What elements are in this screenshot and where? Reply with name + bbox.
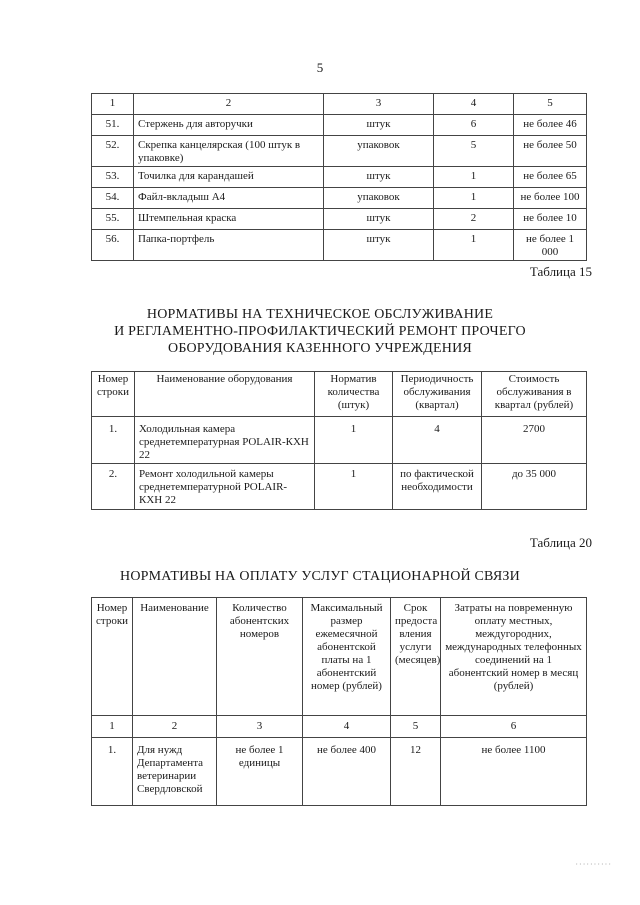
item-unit: упаковок (324, 136, 434, 167)
item-name: Папка-портфель (134, 230, 324, 261)
item-price: не более 1 000 (514, 230, 587, 261)
equipment-quantity: 1 (315, 464, 393, 510)
row-number: 1. (92, 738, 133, 806)
table-15-title-line-1: НОРМАТИВЫ НА ТЕХНИЧЕСКОЕ ОБСЛУЖИВАНИЕ (146, 307, 494, 322)
equipment-name: Холодильная камера среднетемпературная POLAIR-КХН 22 (135, 417, 315, 464)
item-price: не более 50 (514, 136, 587, 167)
row-number: 52. (92, 136, 134, 167)
table-15-label: Таблица 15 (529, 264, 592, 279)
item-unit: штук (324, 167, 434, 188)
header-number: 6 (441, 716, 587, 738)
monthly-fee: не более 400 (303, 738, 391, 806)
maintenance-table (91, 371, 587, 510)
item-quantity: 1 (434, 167, 514, 188)
equipment-periodicity: 4 (393, 417, 482, 464)
row-number: 55. (92, 209, 134, 230)
table-row (92, 136, 587, 167)
item-name: Скрепка канцелярская (100 штук в упаковке) (134, 136, 324, 167)
row-number: 53. (92, 167, 134, 188)
item-name: Точилка для карандашей (134, 167, 324, 188)
item-unit: штук (324, 230, 434, 261)
item-unit: упаковок (324, 188, 434, 209)
header-number: 3 (217, 716, 303, 738)
item-name: Штемпельная краска (134, 209, 324, 230)
table-row (92, 209, 587, 230)
table-header-row (92, 598, 587, 716)
table-row (92, 167, 587, 188)
subscriber-count: не более 1 единицы (217, 738, 303, 806)
header-number: 5 (514, 94, 587, 115)
scan-artifact: ·········· (575, 860, 612, 869)
table-20-title: НОРМАТИВЫ НА ОПЛАТУ УСЛУГ СТАЦИОНАРНОЙ СВЯЗИ (120, 569, 520, 584)
item-name: Стержень для авторучки (134, 115, 324, 136)
header-equipment-name: Наименование оборудования (135, 372, 315, 417)
header-row-number: Номер строки (92, 372, 135, 417)
item-quantity: 2 (434, 209, 514, 230)
header-name: Наименование (133, 598, 217, 716)
header-number: 2 (134, 94, 324, 115)
item-price: не более 100 (514, 188, 587, 209)
page-number: 5 (316, 60, 324, 75)
header-number: 1 (92, 716, 133, 738)
equipment-cost: 2700 (482, 417, 587, 464)
header-number: 2 (133, 716, 217, 738)
item-quantity: 1 (434, 230, 514, 261)
header-quantity: Норматив количества (штук) (315, 372, 393, 417)
header-call-costs: Затраты на повременную оплату местных, междугородних, международных телефонных соединений на 1 абонентский номер в месяц (рублей) (441, 598, 587, 716)
row-number: 56. (92, 230, 134, 261)
table-15-title-line-3: ОБОРУДОВАНИЯ КАЗЕННОГО УЧРЕЖДЕНИЯ (168, 341, 472, 356)
equipment-cost: до 35 000 (482, 464, 587, 510)
header-row-number: Номер строки (92, 598, 133, 716)
equipment-quantity: 1 (315, 417, 393, 464)
table-row (92, 188, 587, 209)
item-price: не более 65 (514, 167, 587, 188)
service-name: Для нужд Департамента ветеринарии Свердловской (133, 738, 217, 806)
header-periodicity: Периодичность обслуживания (квартал) (393, 372, 482, 417)
item-unit: штук (324, 115, 434, 136)
row-number: 2. (92, 464, 135, 510)
call-costs: не более 1100 (441, 738, 587, 806)
header-cost: Стоимость обслуживания в квартал (рублей) (482, 372, 587, 417)
header-number: 1 (92, 94, 134, 115)
row-number: 1. (92, 417, 135, 464)
service-term: 12 (391, 738, 441, 806)
table-header-row (92, 372, 587, 417)
table-row (92, 738, 587, 806)
header-number: 5 (391, 716, 441, 738)
table-number-row (92, 716, 587, 738)
item-price: не более 46 (514, 115, 587, 136)
table-row (92, 417, 587, 464)
item-quantity: 1 (434, 188, 514, 209)
item-quantity: 6 (434, 115, 514, 136)
item-quantity: 5 (434, 136, 514, 167)
header-number: 4 (303, 716, 391, 738)
table-15-title-line-2: И РЕГЛАМЕНТНО-ПРОФИЛАКТИЧЕСКИЙ РЕМОНТ ПРОЧЕГО (114, 324, 526, 339)
equipment-name: Ремонт холодильной камеры среднетемпературной POLAIR-КХН 22 (135, 464, 315, 510)
item-unit: штук (324, 209, 434, 230)
supplies-table (91, 93, 587, 261)
equipment-periodicity: по фактической необходимости (393, 464, 482, 510)
item-price: не более 10 (514, 209, 587, 230)
header-number: 3 (324, 94, 434, 115)
header-number: 4 (434, 94, 514, 115)
header-service-term: Срок предоста вления услуги (месяцев) (391, 598, 441, 716)
table-row (92, 464, 587, 510)
row-number: 54. (92, 188, 134, 209)
header-subscriber-count: Количество абонентских номеров (217, 598, 303, 716)
item-name: Файл-вкладыш А4 (134, 188, 324, 209)
phone-services-table (91, 597, 587, 806)
table-row (92, 230, 587, 261)
table-20-label: Таблица 20 (529, 535, 592, 550)
table-row (92, 115, 587, 136)
table-header-row (92, 94, 587, 115)
header-monthly-fee: Максимальный размер ежемесячной абонентской платы на 1 абонентский номер (рублей) (303, 598, 391, 716)
row-number: 51. (92, 115, 134, 136)
